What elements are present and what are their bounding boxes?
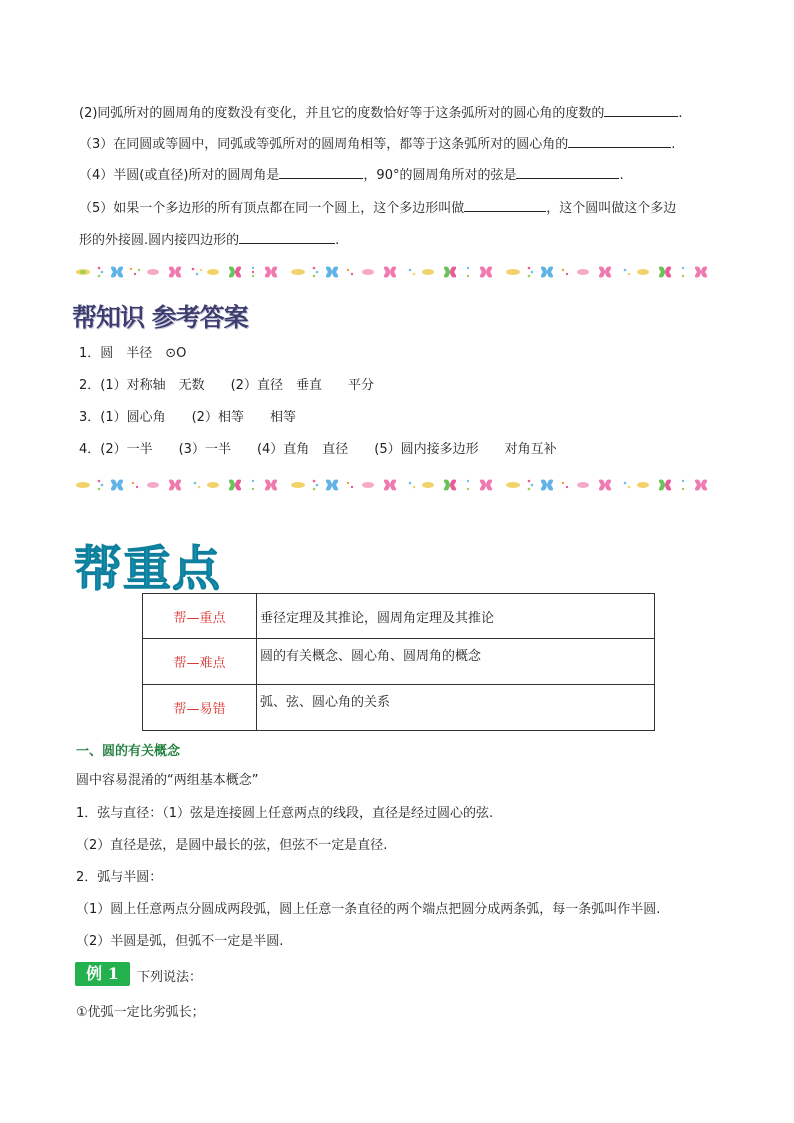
- fill-item-5-cont: 形的外接圆.圆内接四边形的 .: [79, 230, 339, 250]
- row-label: 帮—难点: [143, 639, 257, 685]
- concept-p4: （1）圆上任意两点分圆成两段弧，圆上任意一条直径的两个端点把圆分成两条弧，每一条弧叫作半圆.: [76, 902, 661, 917]
- answer-blank[interactable]: [279, 165, 363, 179]
- concept-p3: 2．弧与半圆：: [76, 870, 163, 885]
- section-title: 一、圆的有关概念: [76, 744, 181, 759]
- answer-2: 2．(1）对称轴 无数 (2）直径 垂直 平分: [79, 378, 374, 393]
- fill-item-2-text: (2)同弧所对的圆周角的度数没有变化，并且它的度数恰好等于这条弧所对的圆心角的度数的: [79, 106, 605, 121]
- table-row: [143, 639, 655, 685]
- table-row: [143, 594, 655, 639]
- fill-item-5: [79, 198, 676, 218]
- example-item-1: ①优弧一定比劣弧长；: [76, 1005, 205, 1020]
- example-badge: 例 1: [75, 962, 130, 986]
- fill-item-2: (2)同弧所对的圆周角的度数没有变化，并且它的度数恰好等于这条弧所对的圆心角的度数的 .: [79, 103, 683, 123]
- fill-item-4-text-b: ，90°的圆周角所对的弦是: [363, 168, 517, 183]
- fill-item-5-text-a: （5）如果一个多边形的所有顶点都在同一个圆上，这个多边形叫做: [79, 201, 465, 216]
- answer-blank[interactable]: [604, 103, 678, 117]
- concept-p1: 1．弦与直径：（1）弦是连接圆上任意两点的线段，直径是经过圆心的弦.: [76, 806, 494, 821]
- fill-item-4: （4）半圆(或直径)所对的圆周角是 ，90°的圆周角所对的弦是 .: [79, 165, 624, 185]
- concept-p5: （2）半圆是弧，但弧不一定是半圆.: [76, 934, 284, 949]
- answer-1: 1．圆 半径 ⊙O: [79, 346, 187, 361]
- key-points-table: [142, 593, 655, 731]
- key-points-heading: 帮重点: [74, 541, 222, 597]
- answers-heading: 帮知识 参考答案: [72, 303, 248, 332]
- concept-p2: （2）直径是弦，是圆中最长的弦，但弦不一定是直径.: [76, 838, 388, 853]
- row-label: 帮—重点: [143, 594, 257, 639]
- row-value: 弧、弦、圆心角的关系: [257, 685, 655, 731]
- row-value: 垂径定理及其推论，圆周角定理及其推论: [257, 594, 655, 639]
- row-label: 帮—易错: [143, 685, 257, 731]
- answer-3: 3．(1）圆心角 (2）相等 相等: [79, 410, 296, 425]
- answer-blank[interactable]: [516, 165, 619, 179]
- butterfly-pattern: [76, 267, 277, 278]
- fill-item-4-text-a: （4）半圆(或直径)所对的圆周角是: [79, 168, 280, 183]
- fill-item-3: （3）在同圆或等圆中，同弧或等弧所对的圆周角相等，都等于这条弧所对的圆心角的 .: [79, 134, 675, 154]
- fill-item-5-text-b: ，这个圆叫做这个多边: [546, 201, 677, 216]
- fill-item-3-text: （3）在同圆或等圆中，同弧或等弧所对的圆周角相等，都等于这条弧所对的圆心角的: [79, 137, 569, 152]
- answer-blank[interactable]: [568, 134, 671, 148]
- answer-blank[interactable]: [464, 198, 546, 212]
- example-prompt: 下列说法：: [137, 970, 203, 985]
- table-row: [143, 685, 655, 731]
- answer-blank[interactable]: [239, 230, 335, 244]
- answer-4: 4．(2）一半 (3）一半 (4）直角 直径 (5）圆内接多边形 对角互补: [79, 442, 557, 457]
- butterfly-divider: [75, 262, 715, 282]
- fill-item-5-text-c: 形的外接圆.圆内接四边形的: [79, 233, 240, 248]
- concepts-intro: 圆中容易混淆的“两组基本概念”: [76, 773, 259, 788]
- row-value: 圆的有关概念、圆心角、圆周角的概念: [257, 639, 655, 685]
- butterfly-divider: [75, 475, 715, 495]
